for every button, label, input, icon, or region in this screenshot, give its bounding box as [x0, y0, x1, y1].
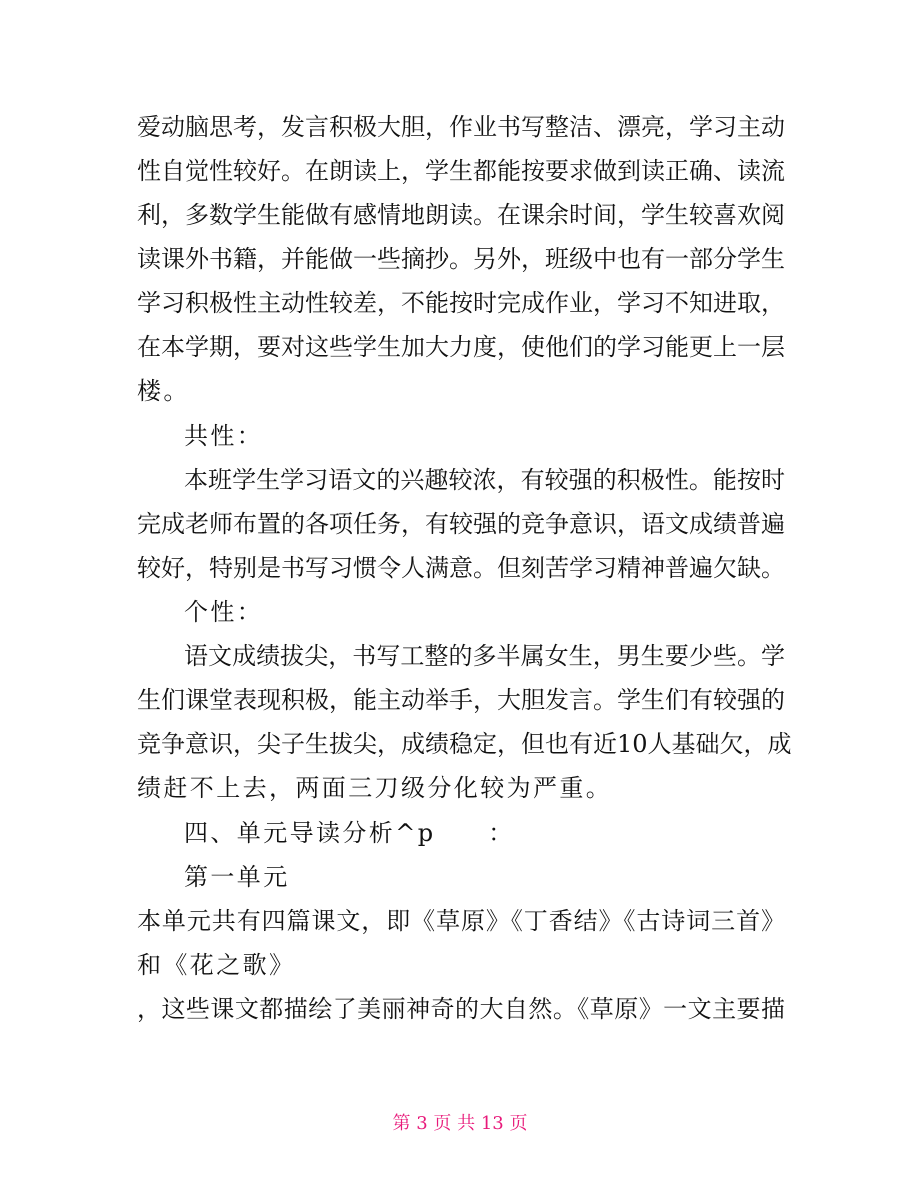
- text-line: 本单元共有四篇课文，即《草原》《丁香结》《古诗词三首》: [137, 907, 785, 935]
- text-line: 利，多数学生能做有感情地朗读。在课余时间，学生较喜欢阅: [137, 201, 785, 229]
- text-line: 竞争意识，尖子生拔尖，成绩稳定，但也有近10人基础欠，成: [137, 730, 792, 758]
- text-line: 性自觉性较好。在朗读上，学生都能按要求做到读正确、读流: [137, 157, 785, 185]
- section-heading-unit-analysis: 四、单元导读分析^p ：: [184, 819, 515, 847]
- text-line: 绩赶不上去，两面三刀级分化较为严重。: [137, 774, 613, 802]
- text-line: 本班学生学习语文的兴趣较浓，有较强的积极性。能按时: [184, 466, 785, 494]
- text-line: 楼。: [137, 377, 190, 405]
- text-line: 语文成绩拔尖，书写工整的多半属女生，男生要少些。学: [184, 642, 785, 670]
- section-heading-commonality: 共性：: [184, 422, 264, 450]
- text-line: 在本学期，要对这些学生加大力度，使他们的学习能更上一层: [137, 333, 785, 361]
- text-line: 完成老师布置的各项任务，有较强的竞争意识，语文成绩普遍: [137, 510, 785, 538]
- text-line: 生们课堂表现积极，能主动举手，大胆发言。学生们有较强的: [137, 686, 785, 714]
- text-line: 爱动脑思考，发言积极大胆，作业书写整洁、漂亮，学习主动: [137, 113, 785, 141]
- section-heading-unit-one: 第一单元: [184, 863, 290, 891]
- text-line: 学习积极性主动性较差，不能按时完成作业，学习不知进取，: [137, 289, 785, 317]
- text-line: ，这些课文都描绘了美丽神奇的大自然。《草原》一文主要描: [137, 995, 785, 1023]
- text-line: 和《花之歌》: [137, 951, 296, 979]
- text-line: 读课外书籍，并能做一些摘抄。另外，班级中也有一部分学生: [137, 245, 785, 273]
- page-footer: 第 3 页 共 13 页: [392, 1113, 528, 1134]
- text-line: 较好，特别是书写习惯令人满意。但刻苦学习精神普遍欠缺。: [137, 554, 785, 582]
- section-heading-individuality: 个性：: [184, 598, 264, 626]
